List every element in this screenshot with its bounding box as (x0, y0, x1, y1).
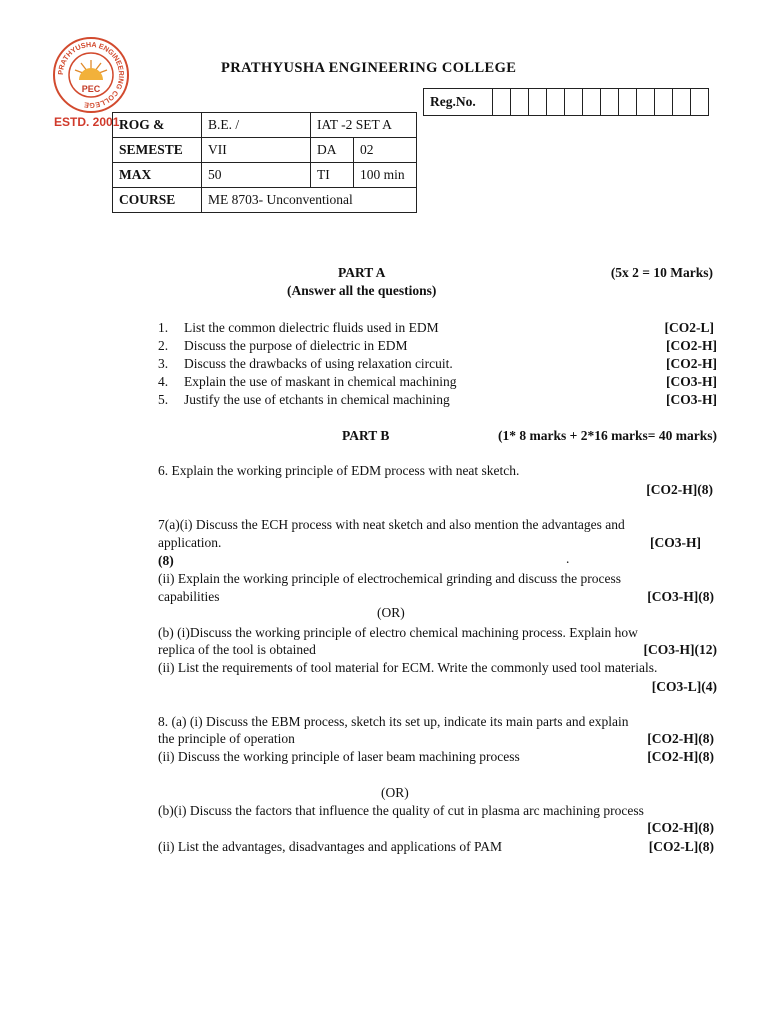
reg-no-box (547, 89, 565, 116)
course-value: ME 8703- Unconventional (202, 188, 417, 213)
question-text: Discuss the purpose of dielectric in EDM (184, 338, 408, 353)
date-label: DA (311, 138, 354, 163)
part-a-marks: (5x 2 = 10 Marks) (610, 265, 713, 280)
semester-value: VII (202, 138, 311, 163)
logo-mark: PEC (81, 84, 101, 94)
reg-no-box (511, 89, 529, 116)
reg-no-box (565, 89, 583, 116)
reg-no-box (655, 89, 673, 116)
question-number: 1. (158, 320, 169, 335)
max-label: MAX (113, 163, 202, 188)
question-co: [CO2-H] (666, 356, 717, 371)
q8a-ii-line1: (ii) Discuss the working principle of laser beam machining process (158, 749, 520, 764)
q6-co: [CO2-H](8) (646, 482, 713, 497)
q8a-ii-co: [CO2-H](8) (647, 749, 714, 764)
q7a-i-co: [CO3-H] (650, 535, 701, 550)
course-label: COURSE (113, 188, 202, 213)
reg-no-label: Reg.No. (424, 89, 493, 116)
reg-no-box (493, 89, 511, 116)
q7b-ii-co: [CO3-L](4) (651, 679, 717, 694)
reg-no-box (637, 89, 655, 116)
college-logo (52, 36, 130, 114)
reg-no-box (529, 89, 547, 116)
q7a-ii-co: [CO3-H](8) (647, 589, 714, 604)
q6-text: 6. Explain the working principle of EDM process with neat sketch. (158, 463, 520, 478)
question-text: Justify the use of etchants in chemical machining (184, 392, 450, 407)
time-label: TI (311, 163, 354, 188)
prog-value: B.E. / (202, 113, 311, 138)
stray-dot: . (566, 551, 570, 566)
reg-no-box (619, 89, 637, 116)
q7a-i-line1: 7(a)(i) Discuss the ECH process with neat sketch and also mention the advantages and (158, 517, 625, 532)
question-co: [CO2-L] (664, 320, 714, 335)
reg-no-table (423, 88, 709, 116)
q8b-ii-line1: (ii) List the advantages, disadvantages and applications of PAM (158, 839, 503, 854)
q8b-ii-co: [CO2-L](8) (648, 839, 714, 854)
or-separator: (OR) (377, 605, 405, 620)
date-value: 02 (354, 138, 417, 163)
question-number: 3. (158, 356, 169, 371)
question-number: 2. (158, 338, 169, 353)
question-co: [CO3-H] (666, 392, 717, 407)
q7b-i-co: [CO3-H](12) (643, 642, 717, 657)
q7a-i-marks: (8) (158, 553, 174, 568)
reg-no-box (601, 89, 619, 116)
prog-label: ROG & (113, 113, 202, 138)
question-number: 5. (158, 392, 169, 407)
or-separator: (OR) (381, 785, 409, 800)
q8b-i-line1: (b)(i) Discuss the factors that influence the quality of cut in plasma arc machining process (158, 803, 644, 818)
q7b-ii-line1: (ii) List the requirements of tool material for ECM. Write the commonly used tool materials. (158, 660, 658, 675)
q7b-i-line2: replica of the tool is obtained (158, 642, 316, 657)
question-co: [CO3-H] (666, 374, 717, 389)
q7a-i-line2: application. (158, 535, 222, 550)
q8a-i-co: [CO2-H](8) (647, 731, 714, 746)
time-value: 100 min (354, 163, 417, 188)
part-a-instruction: (Answer all the questions) (287, 283, 437, 298)
established-year: ESTD. 2001 (54, 115, 120, 129)
question-text: List the common dielectric fluids used in EDM (184, 320, 439, 335)
reg-no-box (691, 89, 709, 116)
college-name: PRATHYUSHA ENGINEERING COLLEGE (221, 60, 517, 76)
reg-no-box (673, 89, 691, 116)
question-text: Explain the use of maskant in chemical machining (184, 374, 457, 389)
exam-info-table (112, 112, 417, 213)
part-a-title: PART A (338, 265, 386, 280)
q7a-ii-line2: capabilities (158, 589, 220, 604)
q8a-i-line2: the principle of operation (158, 731, 295, 746)
question-text: Discuss the drawbacks of using relaxation circuit. (184, 356, 453, 371)
svg-text:PRATHYUSHA ENGINEERING COLLEGE: PRATHYUSHA ENGINEERING COLLEGE (55, 39, 127, 111)
q7a-ii-line1: (ii) Explain the working principle of electrochemical grinding and discuss the process (158, 571, 621, 586)
q8a-i-line1: 8. (a) (i) Discuss the EBM process, sketch its set up, indicate its main parts and explain (158, 714, 629, 729)
reg-no-box (583, 89, 601, 116)
q7b-i-line1: (b) (i)Discuss the working principle of electro chemical machining process. Explain how (158, 625, 638, 640)
part-b-marks: (1* 8 marks + 2*16 marks= 40 marks) (498, 428, 717, 443)
q8b-i-co: [CO2-H](8) (647, 820, 714, 835)
max-value: 50 (202, 163, 311, 188)
exam-value: IAT -2 SET A (311, 113, 417, 138)
semester-label: SEMESTE (113, 138, 202, 163)
question-number: 4. (158, 374, 169, 389)
question-co: [CO2-H] (666, 338, 717, 353)
part-b-title: PART B (342, 428, 390, 443)
